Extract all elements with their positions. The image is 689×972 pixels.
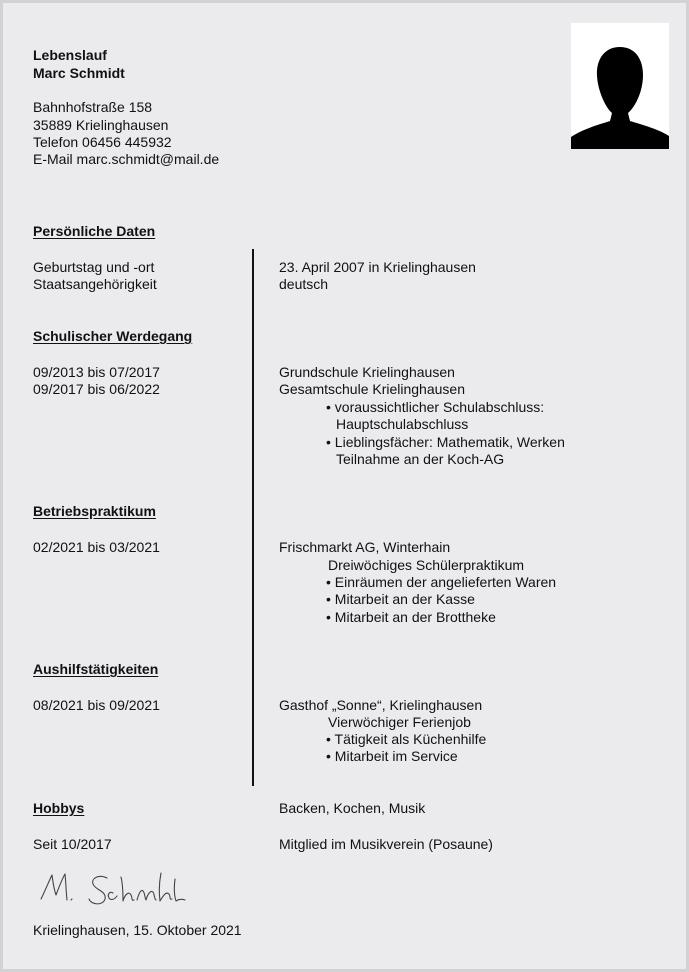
list-item: • voraussichtlicher Schulabschluss: xyxy=(326,399,545,415)
document-title: Lebenslauf xyxy=(33,47,107,63)
cv-page xyxy=(3,3,686,969)
hobbies-value: Backen, Kochen, Musik xyxy=(279,800,426,816)
section-heading-hobbies: Hobbys xyxy=(33,800,85,816)
internship-company: Frischmarkt AG, Winterhain xyxy=(279,539,451,555)
nationality-value: deutsch xyxy=(279,276,329,292)
place-and-date: Krielinghausen, 15. Oktober 2021 xyxy=(33,922,242,938)
applicant-name: Marc Schmidt xyxy=(33,65,125,81)
school-period: 09/2013 bis 07/2017 xyxy=(33,364,160,380)
list-item: • Lieblingsfächer: Mathematik, Werken xyxy=(326,434,565,450)
handwritten-signature xyxy=(35,869,195,917)
school-extra: Teilnahme an der Koch-AG xyxy=(336,451,505,467)
nationality-label: Staatsangehörigkeit xyxy=(33,276,157,292)
list-item-continuation: Hauptschulabschluss xyxy=(336,416,469,432)
list-item: • Mitarbeit an der Brottheke xyxy=(326,609,496,625)
birth-label: Geburtstag und -ort xyxy=(33,259,155,275)
bullet-icon: • xyxy=(326,574,331,590)
school-name: Gesamtschule Krielinghausen xyxy=(279,381,465,397)
job-company: Gasthof „Sonne“, Krielinghausen xyxy=(279,697,483,713)
section-heading-school: Schulischer Werdegang xyxy=(33,328,193,344)
club-membership: Mitglied im Musikverein (Posaune) xyxy=(279,836,493,852)
bullet-icon: • xyxy=(326,609,331,625)
job-period: 08/2021 bis 09/2021 xyxy=(33,697,160,713)
list-item: • Tätigkeit als Küchenhilfe xyxy=(326,731,487,747)
internship-subtitle: Dreiwöchiges Schülerpraktikum xyxy=(328,557,525,573)
person-silhouette-icon xyxy=(571,23,669,149)
job-subtitle: Vierwöchiger Ferienjob xyxy=(328,714,471,730)
bullet-icon: • xyxy=(326,591,331,607)
bullet-icon: • xyxy=(326,748,331,764)
bullet-icon: • xyxy=(326,399,331,415)
phone-number: Telefon 06456 445932 xyxy=(33,134,172,150)
school-period: 09/2017 bis 06/2022 xyxy=(33,381,160,397)
address-street: Bahnhofstraße 158 xyxy=(33,99,153,115)
list-item: • Einräumen der angelieferten Waren xyxy=(326,574,557,590)
profile-photo xyxy=(571,23,669,149)
column-divider xyxy=(252,249,254,786)
club-since: Seit 10/2017 xyxy=(33,836,112,852)
list-item: • Mitarbeit an der Kasse xyxy=(326,591,475,607)
internship-period: 02/2021 bis 03/2021 xyxy=(33,539,160,555)
school-name: Grundschule Krielinghausen xyxy=(279,364,455,380)
list-item: • Mitarbeit im Service xyxy=(326,748,458,764)
bullet-icon: • xyxy=(326,731,331,747)
bullet-icon: • xyxy=(326,434,331,450)
birth-value: 23. April 2007 in Krielinghausen xyxy=(279,259,476,275)
section-heading-personal: Persönliche Daten xyxy=(33,223,156,239)
section-heading-internship: Betriebspraktikum xyxy=(33,503,156,519)
email-address: E-Mail marc.schmidt@mail.de xyxy=(33,151,220,167)
section-heading-jobs: Aushilfstätigkeiten xyxy=(33,661,159,677)
address-city: 35889 Krielinghausen xyxy=(33,117,169,133)
